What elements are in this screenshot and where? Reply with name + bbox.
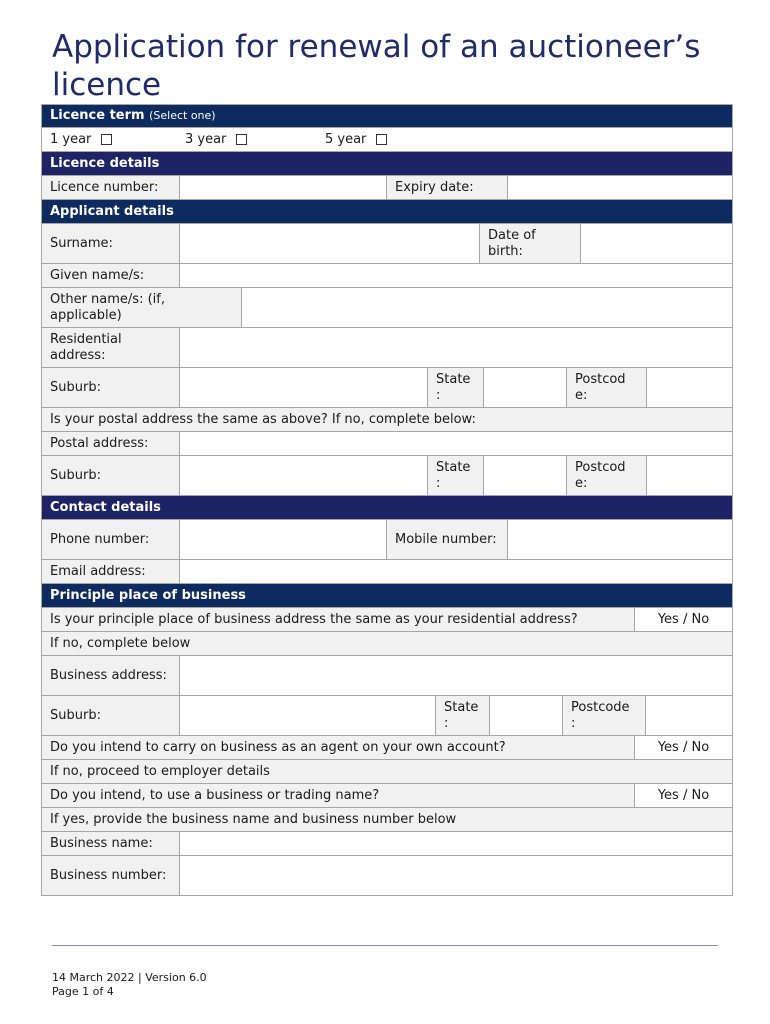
section-note: (Select one) bbox=[149, 109, 216, 122]
email-label: Email address: bbox=[42, 560, 180, 583]
business-number-label: Business number: bbox=[42, 856, 180, 895]
postcode-label: Postcod e: bbox=[567, 368, 647, 407]
suburb-row bbox=[41, 368, 733, 408]
surname-row bbox=[41, 224, 733, 264]
expiry-date-field[interactable] bbox=[508, 176, 732, 199]
given-names-label: Given name/s: bbox=[42, 264, 180, 287]
postcode-field[interactable] bbox=[647, 368, 732, 407]
business-if-no-row bbox=[41, 632, 733, 656]
mobile-field[interactable] bbox=[508, 520, 732, 559]
postal-address-label: Postal address: bbox=[42, 432, 180, 455]
business-if-no-note: If no, complete below bbox=[42, 632, 732, 655]
business-name-row bbox=[41, 832, 733, 856]
postal-suburb-row bbox=[41, 456, 733, 496]
postal-address-field[interactable] bbox=[180, 432, 732, 455]
surname-field[interactable] bbox=[180, 224, 480, 263]
business-same-row bbox=[41, 608, 733, 632]
footer bbox=[52, 971, 207, 999]
postal-state-label: State : bbox=[428, 456, 484, 495]
business-suburb-label: Suburb: bbox=[42, 696, 180, 735]
licence-number-label: Licence number: bbox=[42, 176, 180, 199]
section-header-licence-term bbox=[41, 104, 733, 128]
trading-row bbox=[41, 784, 733, 808]
residential-address-row bbox=[41, 328, 733, 368]
other-names-label: Other name/s: (if, applicable) bbox=[42, 288, 242, 327]
business-same-question: Is your principle place of business address the same as your residential address? bbox=[42, 608, 634, 631]
employer-note: If no, proceed to employer details bbox=[42, 760, 732, 783]
email-field[interactable] bbox=[180, 560, 732, 583]
section-header-licence-details: Licence details bbox=[41, 152, 733, 176]
business-number-field[interactable] bbox=[180, 856, 732, 895]
postal-state-field[interactable] bbox=[484, 456, 567, 495]
term-option-5-year[interactable]: 5 year bbox=[317, 128, 732, 151]
dob-field[interactable] bbox=[581, 224, 732, 263]
suburb-field[interactable] bbox=[180, 368, 428, 407]
term-option-1-year[interactable]: 1 year bbox=[42, 128, 177, 151]
business-postcode-label: Postcode : bbox=[563, 696, 646, 735]
agent-question: Do you intend to carry on business as an agent on your own account? bbox=[42, 736, 634, 759]
phone-field[interactable] bbox=[180, 520, 387, 559]
business-address-field[interactable] bbox=[180, 656, 732, 695]
agent-row bbox=[41, 736, 733, 760]
term-option-3-year[interactable]: 3 year bbox=[177, 128, 317, 151]
given-names-row bbox=[41, 264, 733, 288]
trading-question: Do you intend, to use a business or trading name? bbox=[42, 784, 634, 807]
section-title: Licence term bbox=[50, 108, 145, 123]
given-names-field[interactable] bbox=[180, 264, 732, 287]
other-names-field[interactable] bbox=[242, 288, 732, 327]
postal-address-row bbox=[41, 432, 733, 456]
licence-number-field[interactable] bbox=[180, 176, 387, 199]
checkbox-icon[interactable] bbox=[376, 134, 387, 145]
trading-note: If yes, provide the business name and business number below bbox=[42, 808, 732, 831]
business-address-row bbox=[41, 656, 733, 696]
business-suburb-row bbox=[41, 696, 733, 736]
state-field[interactable] bbox=[484, 368, 567, 407]
residential-address-label: Residential address: bbox=[42, 328, 180, 367]
postal-postcode-field[interactable] bbox=[647, 456, 732, 495]
postal-suburb-label: Suburb: bbox=[42, 456, 180, 495]
footer-page-number: Page 1 of 4 bbox=[52, 985, 114, 998]
employer-note-row bbox=[41, 760, 733, 784]
business-state-field[interactable] bbox=[490, 696, 563, 735]
business-address-label: Business address: bbox=[42, 656, 180, 695]
phone-row bbox=[41, 520, 733, 560]
section-header-contact-details: Contact details bbox=[41, 496, 733, 520]
postal-suburb-field[interactable] bbox=[180, 456, 428, 495]
business-name-field[interactable] bbox=[180, 832, 732, 855]
email-row bbox=[41, 560, 733, 584]
checkbox-icon[interactable] bbox=[236, 134, 247, 145]
postal-question-row bbox=[41, 408, 733, 432]
business-same-answer[interactable]: Yes / No bbox=[634, 608, 732, 631]
business-number-row bbox=[41, 856, 733, 896]
section-header-applicant-details: Applicant details bbox=[41, 200, 733, 224]
section-header-business: Principle place of business bbox=[41, 584, 733, 608]
dob-label: Date of birth: bbox=[480, 224, 581, 263]
other-names-row bbox=[41, 288, 733, 328]
state-label: State : bbox=[428, 368, 484, 407]
postal-postcode-label: Postcod e: bbox=[567, 456, 647, 495]
surname-label: Surname: bbox=[42, 224, 180, 263]
checkbox-icon[interactable] bbox=[101, 134, 112, 145]
footer-divider bbox=[52, 945, 718, 946]
page-title: Application for renewal of an auctioneer’s licence bbox=[52, 29, 701, 103]
licence-details-row bbox=[41, 176, 733, 200]
phone-label: Phone number: bbox=[42, 520, 180, 559]
suburb-label: Suburb: bbox=[42, 368, 180, 407]
footer-date-version: 14 March 2022 | Version 6.0 bbox=[52, 971, 207, 984]
trading-note-row bbox=[41, 808, 733, 832]
business-suburb-field[interactable] bbox=[180, 696, 436, 735]
postal-question: Is your postal address the same as above? If no, complete below: bbox=[42, 408, 732, 431]
business-postcode-field[interactable] bbox=[646, 696, 732, 735]
mobile-label: Mobile number: bbox=[387, 520, 508, 559]
business-state-label: State : bbox=[436, 696, 490, 735]
residential-address-field[interactable] bbox=[180, 328, 732, 367]
agent-answer[interactable]: Yes / No bbox=[634, 736, 732, 759]
trading-answer[interactable]: Yes / No bbox=[634, 784, 732, 807]
application-form bbox=[41, 104, 733, 896]
expiry-date-label: Expiry date: bbox=[387, 176, 508, 199]
business-name-label: Business name: bbox=[42, 832, 180, 855]
licence-term-options bbox=[41, 128, 733, 152]
